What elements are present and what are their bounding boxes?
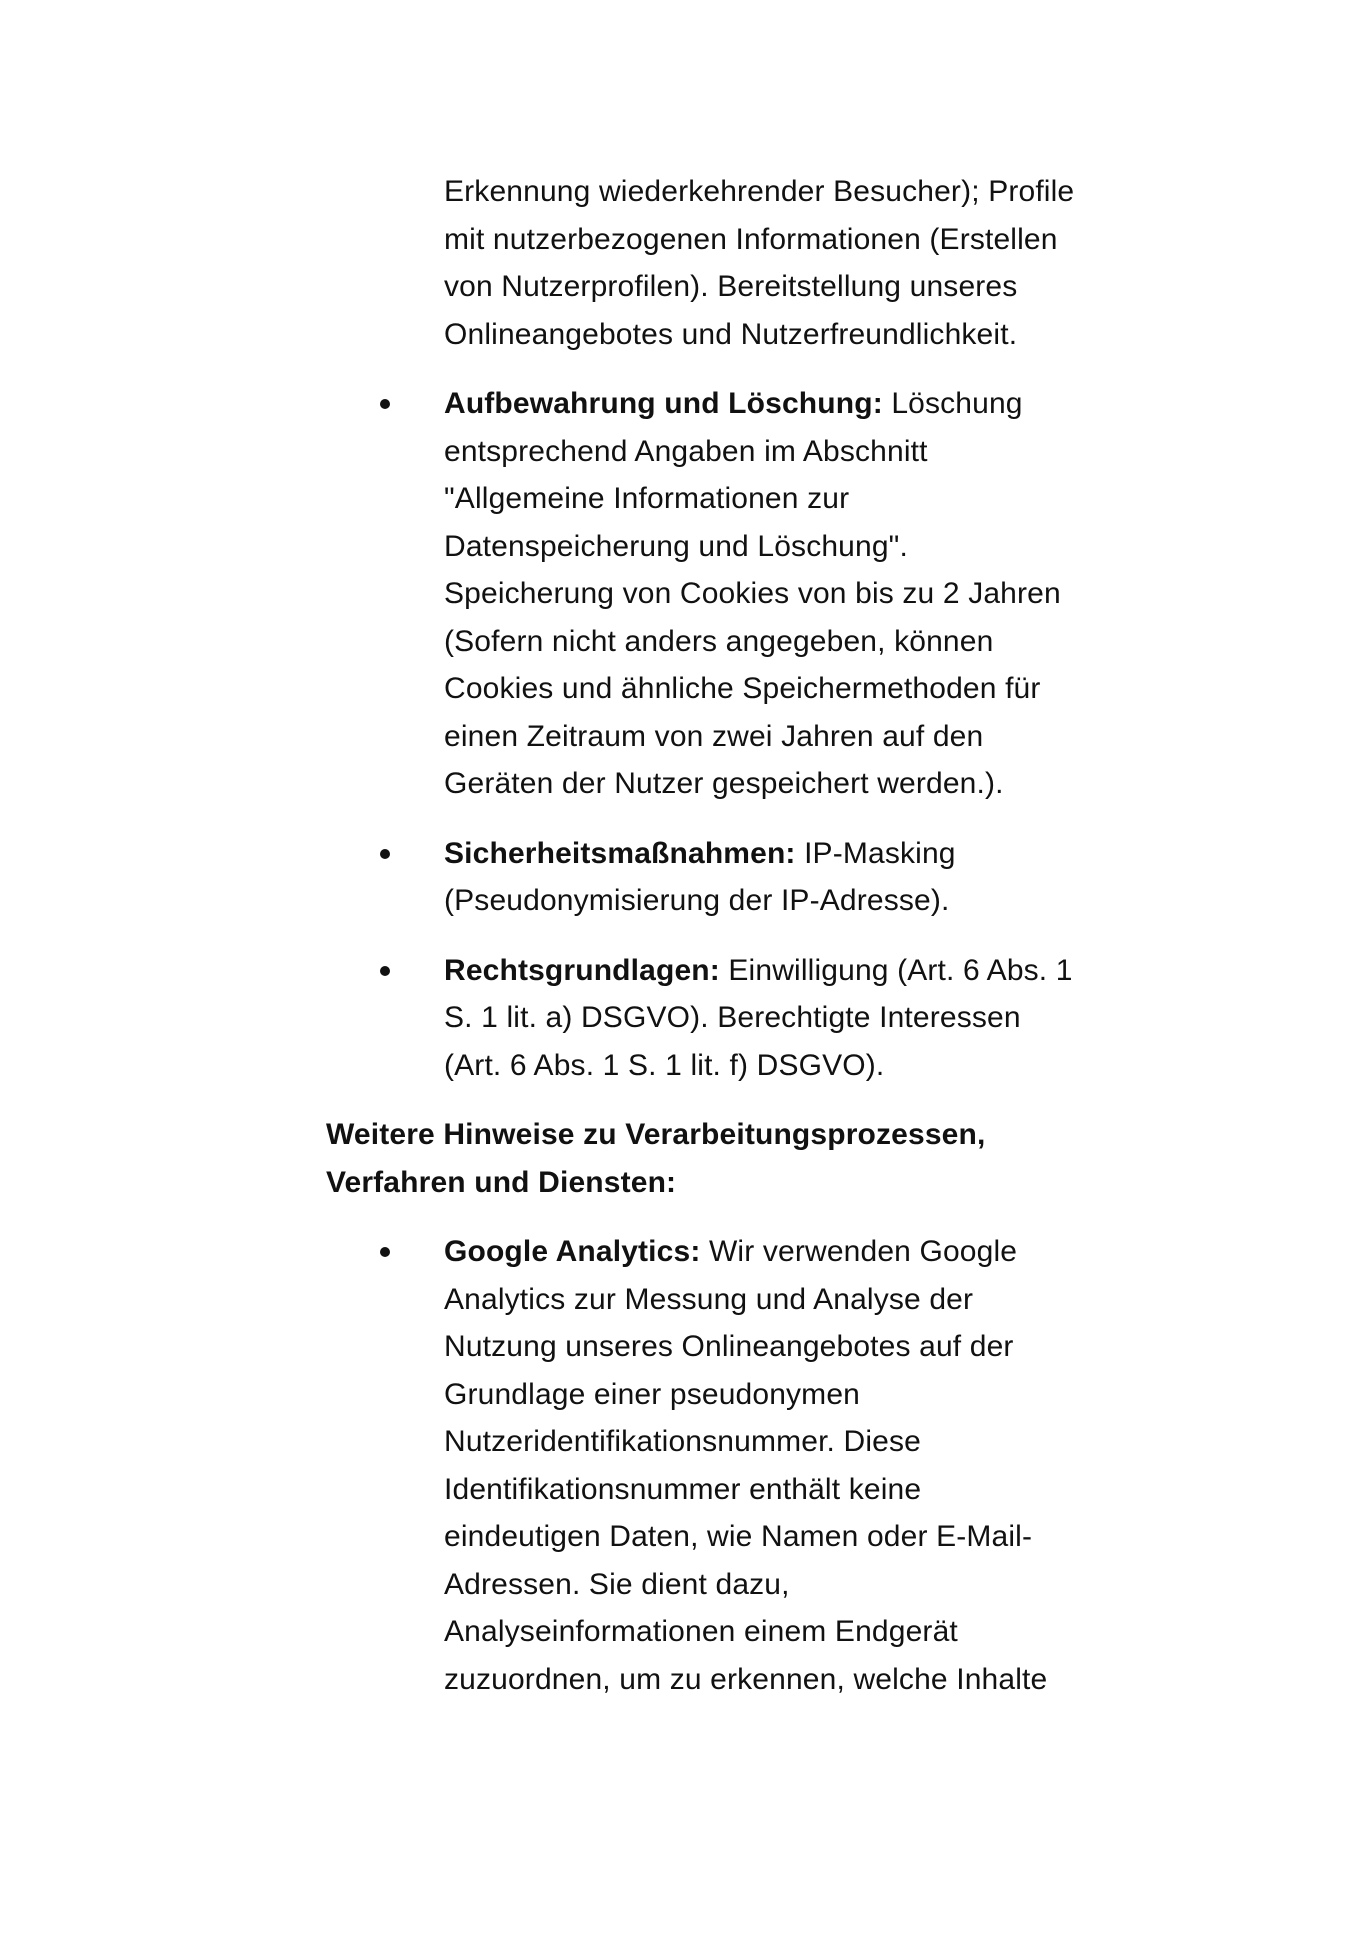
list-item-legal-basis [326, 947, 1084, 1090]
list-item-body [444, 947, 1084, 1090]
list-item-body [444, 380, 1084, 808]
list-item-body [444, 1228, 1084, 1703]
document-content [326, 168, 1146, 1703]
list-item-text: Wir verwenden Google Analytics zur Messung und Analyse der Nutzung unseres Onlineangebotes auf der Grundlage einer pseudonymen Nutzeridentifikationsnummer. Diese Identifikationsnummer enthält keine eindeutigen Daten, wie Namen oder E-Mail-Adressen. Sie dient dazu, Analyseinformationen einem Endgerät zuzuordnen, um zu erkennen, welche Inhalte [444, 1235, 1048, 1696]
list-item-label: Aufbewahrung und Löschung: [444, 387, 883, 420]
list-item-text: Löschung entsprechend Angaben im Abschnitt "Allgemeine Informationen zur Datenspeicherung und Löschung". Speicherung von Cookies von bis zu 2 Jahren (Sofern nicht anders angegeben, können Cookies und ähnliche Speichermethoden für einen Zeitraum von zwei Jahren auf den Geräten der Nutzer gespeichert werden.). [444, 387, 1061, 800]
list-item-security [326, 830, 1084, 925]
section-heading: Weitere Hinweise zu Verarbeitungsprozessen, Verfahren und Diensten: [326, 1118, 986, 1199]
list-item-label: Rechtsgrundlagen: [444, 953, 720, 987]
bullet-icon [380, 966, 390, 976]
bullet-icon [380, 849, 390, 859]
bullet-icon [380, 399, 390, 409]
bullet-icon [380, 1247, 390, 1257]
list-item-body [444, 830, 1084, 925]
list-item-text: IP-Masking (Pseudonymisierung der IP-Adresse). [444, 836, 956, 917]
list-item-text: Einwilligung (Art. 6 Abs. 1 S. 1 lit. a) DSGVO). Berechtigte Interessen (Art. 6 Abs. 1 S. 1 lit. f) DSGVO). [444, 953, 1073, 1082]
continuation-paragraph: Erkennung wiederkehrender Besucher); Profile mit nutzerbezogenen Informationen (Erstellen von Nutzerprofilen). Bereitstellung unseres Onlineangebotes und Nutzerfreundlichkeit. [444, 175, 1075, 351]
list-item-retention [326, 380, 1084, 808]
list-item-label: Google Analytics: [444, 1235, 701, 1268]
list-item-google-analytics [326, 1228, 1084, 1703]
list-item-label: Sicherheitsmaßnahmen: [444, 836, 796, 870]
